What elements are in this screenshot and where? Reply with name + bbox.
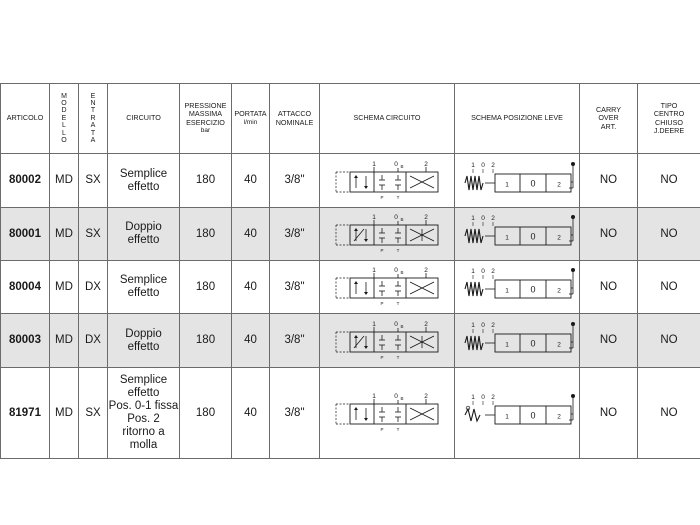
port-label-0: 0 bbox=[394, 214, 398, 221]
valve-schematic-diagram bbox=[332, 158, 442, 204]
col-header-carry-over bbox=[580, 84, 638, 154]
cell-schema-leve bbox=[455, 368, 580, 459]
col-header-modello-char: D bbox=[61, 107, 67, 115]
port-label-b: B bbox=[400, 270, 404, 275]
cell-entrata: DX bbox=[79, 314, 108, 368]
flow-arrow bbox=[364, 346, 368, 349]
flow-arrow bbox=[364, 418, 368, 421]
col-header-tipo-line: TIPO bbox=[660, 101, 678, 111]
port-label-t: T bbox=[396, 248, 400, 253]
cell-tipo-centro: NO bbox=[638, 314, 700, 368]
col-header-carry-line: CARRY bbox=[595, 105, 622, 115]
cell-articolo: 80003 bbox=[1, 314, 50, 368]
lever-pos-label-2: 2 bbox=[557, 413, 561, 421]
header-row bbox=[1, 84, 700, 154]
cell-pressione: 180 bbox=[180, 368, 232, 459]
cell-circuito bbox=[108, 208, 180, 261]
col-header-entrata-char: N bbox=[90, 99, 96, 107]
cell-tipo-centro: NO bbox=[638, 154, 700, 208]
cell-carry-over: NO bbox=[580, 208, 638, 261]
circuito-line: Semplice bbox=[119, 374, 168, 386]
flow-arrow bbox=[364, 292, 368, 295]
port-label-0: 0 bbox=[394, 320, 398, 328]
col-header-pressione-line: ESERCIZIO bbox=[186, 117, 225, 127]
port-label-1: 1 bbox=[372, 214, 376, 221]
spring-detent-icon bbox=[465, 336, 483, 350]
cell-carry-over: NO bbox=[580, 261, 638, 314]
spring-detent-icon bbox=[465, 282, 483, 296]
lever-top-label-1: 1 bbox=[471, 161, 475, 169]
table-row bbox=[1, 208, 700, 261]
cell-articolo: 81971 bbox=[1, 368, 50, 459]
port-label-t: T bbox=[396, 301, 400, 306]
cell-circuito bbox=[108, 368, 180, 459]
cell-tipo-centro: NO bbox=[638, 208, 700, 261]
col-header-modello-char: M bbox=[61, 92, 67, 100]
col-header-attacco bbox=[270, 84, 320, 154]
lever-knob-icon bbox=[571, 322, 575, 326]
lever-top-label-0: 0 bbox=[481, 161, 485, 169]
cell-carry-over: NO bbox=[580, 314, 638, 368]
cell-schema-circuito bbox=[320, 368, 455, 459]
port-label-2: 2 bbox=[424, 267, 428, 274]
lever-pos-label-2: 2 bbox=[557, 341, 561, 348]
circuito-line: ritorno a bbox=[122, 426, 165, 438]
cell-schema-circuito bbox=[320, 261, 455, 314]
circuito-line: Pos. 0-1 fissa bbox=[108, 400, 179, 412]
cell-entrata: DX bbox=[79, 261, 108, 314]
col-header-entrata bbox=[79, 84, 108, 154]
port-label-b: B bbox=[400, 217, 404, 222]
cell-attacco: 3/8" bbox=[270, 368, 320, 459]
valve-spec-table bbox=[0, 83, 700, 459]
lever-pos-label-2: 2 bbox=[557, 234, 561, 242]
lever-pos-label-1: 1 bbox=[505, 181, 509, 188]
port-label-2: 2 bbox=[424, 320, 428, 328]
cell-schema-circuito bbox=[320, 314, 455, 368]
cell-portata: 40 bbox=[232, 261, 270, 314]
col-header-circuito: CIRCUITO bbox=[108, 84, 180, 154]
flow-arrow bbox=[354, 335, 358, 338]
col-header-tipo-line: CENTRO bbox=[653, 109, 685, 119]
col-header-pressione-line: PRESSIONE bbox=[184, 101, 227, 111]
col-header-modello-char: O bbox=[61, 99, 67, 107]
lever-pos-label-0: 0 bbox=[530, 231, 536, 242]
cell-schema-circuito bbox=[320, 154, 455, 208]
col-header-entrata-char: T bbox=[90, 107, 96, 115]
circuito-line: molla bbox=[129, 439, 158, 451]
port-label-1: 1 bbox=[372, 320, 376, 328]
lever-top-label-1: 1 bbox=[471, 215, 475, 222]
col-header-portata bbox=[232, 84, 270, 154]
port-label-p: P bbox=[380, 427, 384, 432]
cell-attacco: 3/8" bbox=[270, 208, 320, 261]
col-header-modello-char: E bbox=[61, 114, 67, 122]
cell-pressione: 180 bbox=[180, 314, 232, 368]
col-header-attacco-line: ATTACCO bbox=[277, 109, 312, 119]
col-header-entrata-char: E bbox=[90, 92, 96, 100]
flow-arrow bbox=[354, 175, 358, 178]
circuito-line: effetto bbox=[127, 234, 160, 246]
lever-top-label-2: 2 bbox=[491, 215, 495, 222]
circuito-line: Semplice bbox=[119, 167, 168, 180]
col-header-portata-unit: l/min bbox=[243, 118, 258, 126]
cell-modello: MD bbox=[50, 154, 79, 208]
circuito-line: Doppio bbox=[125, 221, 162, 233]
col-header-tipo-line: CHIUSO bbox=[655, 117, 683, 127]
port-label-p: P bbox=[380, 194, 384, 200]
port-label-t: T bbox=[396, 427, 400, 432]
valve-body bbox=[350, 404, 438, 424]
cell-modello: MD bbox=[50, 208, 79, 261]
lever-pos-label-1: 1 bbox=[505, 341, 509, 348]
col-header-attacco-line: NOMINALE bbox=[275, 117, 314, 127]
cell-attacco: 3/8" bbox=[270, 261, 320, 314]
col-header-modello bbox=[50, 84, 79, 154]
cell-articolo: 80004 bbox=[1, 261, 50, 314]
cell-attacco: 3/8" bbox=[270, 154, 320, 208]
cell-pressione: 180 bbox=[180, 261, 232, 314]
circuito-line: Pos. 2 bbox=[127, 413, 160, 425]
lever-top-label-2: 2 bbox=[491, 321, 495, 329]
port-label-p: P bbox=[380, 354, 384, 360]
cell-articolo: 80001 bbox=[1, 208, 50, 261]
cell-schema-leve bbox=[455, 154, 580, 208]
lever-knob-icon bbox=[571, 162, 575, 166]
flow-arrow bbox=[354, 228, 358, 231]
flow-arrow bbox=[364, 239, 368, 242]
table-row bbox=[1, 314, 700, 368]
col-header-modello-char: L bbox=[62, 122, 66, 130]
col-header-pressione-line: MASSIMA bbox=[188, 109, 223, 119]
lever-top-label-0: 0 bbox=[481, 321, 485, 329]
valve-body bbox=[350, 225, 438, 245]
port-label-1: 1 bbox=[372, 160, 376, 168]
valve-schematic-diagram bbox=[332, 264, 442, 310]
cell-tipo-centro: NO bbox=[638, 261, 700, 314]
col-header-entrata-char: A bbox=[90, 122, 96, 130]
col-header-entrata-char: R bbox=[90, 114, 96, 122]
spring-detent-icon bbox=[465, 229, 483, 243]
col-header-modello-char: O bbox=[61, 137, 67, 145]
col-header-carry-line: OVER bbox=[598, 113, 619, 123]
lever-pos-label-2: 2 bbox=[557, 181, 561, 188]
valve-body bbox=[350, 332, 438, 352]
col-header-schema-circuito: SCHEMA CIRCUITO bbox=[320, 84, 455, 154]
port-label-0: 0 bbox=[394, 160, 398, 168]
lever-pos-label-0: 0 bbox=[530, 178, 536, 188]
cell-pressione: 180 bbox=[180, 208, 232, 261]
table-row bbox=[1, 261, 700, 314]
valve-schematic-diagram bbox=[332, 390, 442, 436]
port-label-1: 1 bbox=[372, 267, 376, 274]
col-header-articolo: ARTICOLO bbox=[1, 84, 50, 154]
lever-pos-label-0: 0 bbox=[530, 338, 536, 348]
port-label-p: P bbox=[380, 248, 384, 253]
port-label-t: T bbox=[396, 194, 400, 200]
cell-modello: MD bbox=[50, 314, 79, 368]
port-label-0: 0 bbox=[394, 267, 398, 274]
lever-position-diagram bbox=[459, 318, 575, 364]
cell-articolo: 80002 bbox=[1, 154, 50, 208]
lever-top-label-0: 0 bbox=[481, 268, 485, 275]
cell-schema-circuito bbox=[320, 208, 455, 261]
col-header-tipo-line: J.DEERE bbox=[653, 125, 685, 135]
col-header-schema-leve: SCHEMA POSIZIONE LEVE bbox=[455, 84, 580, 154]
lever-pos-label-2: 2 bbox=[557, 287, 561, 295]
lever-position-diagram bbox=[459, 390, 575, 436]
cell-portata: 40 bbox=[232, 154, 270, 208]
flow-arrow bbox=[354, 281, 358, 284]
port-label-p: P bbox=[380, 301, 384, 306]
lever-position-diagram bbox=[459, 264, 575, 310]
table-row bbox=[1, 154, 700, 208]
lever-position-diagram bbox=[459, 211, 575, 257]
cell-tipo-centro: NO bbox=[638, 368, 700, 459]
port-label-2: 2 bbox=[424, 160, 428, 168]
circuito-line: effetto bbox=[127, 340, 160, 353]
cell-schema-leve bbox=[455, 314, 580, 368]
lever-pos-label-1: 1 bbox=[505, 287, 509, 295]
col-header-entrata-char: A bbox=[90, 137, 96, 145]
spring-detent-icon bbox=[465, 176, 483, 190]
cell-pressione: 180 bbox=[180, 154, 232, 208]
port-label-1: 1 bbox=[372, 393, 376, 400]
valve-body bbox=[350, 278, 438, 298]
lever-pos-label-0: 0 bbox=[530, 410, 536, 421]
port-label-t: T bbox=[396, 354, 400, 360]
port-label-0: 0 bbox=[394, 393, 398, 400]
cell-portata: 40 bbox=[232, 314, 270, 368]
valve-schematic-diagram bbox=[332, 318, 442, 364]
valve-schematic-diagram bbox=[332, 211, 442, 257]
cell-circuito bbox=[108, 314, 180, 368]
cell-entrata: SX bbox=[79, 208, 108, 261]
table-row bbox=[1, 368, 700, 459]
port-label-b: B bbox=[400, 163, 404, 169]
lever-knob-icon bbox=[571, 215, 575, 219]
cell-schema-leve bbox=[455, 261, 580, 314]
port-label-2: 2 bbox=[424, 214, 428, 221]
lever-top-label-2: 2 bbox=[491, 161, 495, 169]
cell-carry-over: NO bbox=[580, 368, 638, 459]
spring-detent-icon bbox=[465, 409, 480, 421]
lever-top-label-2: 2 bbox=[491, 394, 495, 401]
lever-top-label-1: 1 bbox=[471, 321, 475, 329]
cell-circuito bbox=[108, 261, 180, 314]
port-label-b: B bbox=[400, 323, 404, 329]
col-header-pressione-unit: bar bbox=[200, 126, 211, 134]
cell-portata: 40 bbox=[232, 368, 270, 459]
cell-schema-leve bbox=[455, 208, 580, 261]
col-header-modello-char: L bbox=[62, 129, 66, 137]
lever-top-label-0: 0 bbox=[481, 394, 485, 401]
col-header-entrata-char: T bbox=[90, 129, 96, 137]
cell-circuito bbox=[108, 154, 180, 208]
circuito-line: Semplice bbox=[119, 274, 168, 286]
circuito-line: Doppio bbox=[125, 327, 162, 340]
cell-modello: MD bbox=[50, 368, 79, 459]
circuito-line: effetto bbox=[127, 180, 160, 193]
cell-attacco: 3/8" bbox=[270, 314, 320, 368]
lever-top-label-0: 0 bbox=[481, 215, 485, 222]
lever-pos-label-1: 1 bbox=[505, 413, 509, 421]
flow-arrow bbox=[364, 186, 368, 189]
port-label-2: 2 bbox=[424, 393, 428, 400]
port-label-b: B bbox=[400, 396, 404, 401]
cell-carry-over: NO bbox=[580, 154, 638, 208]
lever-knob-icon bbox=[571, 268, 575, 272]
lever-position-diagram bbox=[459, 158, 575, 204]
lever-pos-label-1: 1 bbox=[505, 234, 509, 242]
lever-top-label-2: 2 bbox=[491, 268, 495, 275]
cell-modello: MD bbox=[50, 261, 79, 314]
circuito-line: effetto bbox=[127, 387, 160, 399]
cell-entrata: SX bbox=[79, 368, 108, 459]
lever-knob-icon bbox=[571, 394, 575, 398]
cell-portata: 40 bbox=[232, 208, 270, 261]
col-header-portata-line: PORTATA bbox=[234, 109, 267, 119]
cell-entrata: SX bbox=[79, 154, 108, 208]
lever-pos-label-0: 0 bbox=[530, 284, 536, 295]
lever-top-label-1: 1 bbox=[471, 394, 475, 401]
circuito-line: effetto bbox=[127, 287, 160, 299]
valve-body bbox=[350, 172, 438, 192]
flow-arrow bbox=[354, 407, 358, 410]
col-header-tipo-centro bbox=[638, 84, 700, 154]
lever-top-label-1: 1 bbox=[471, 268, 475, 275]
col-header-carry-line: ART. bbox=[600, 121, 617, 131]
col-header-pressione bbox=[180, 84, 232, 154]
